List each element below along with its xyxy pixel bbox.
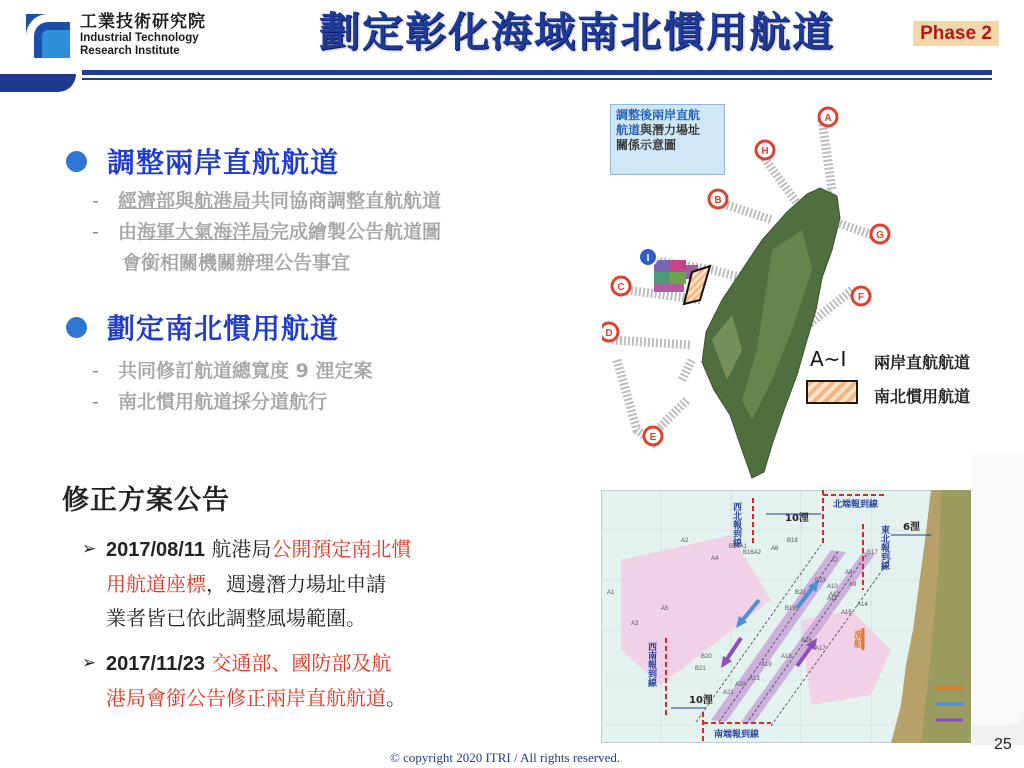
nautical-chart — [601, 490, 971, 743]
announcement-item: ➢ 2017/08/11 航港局公開預定南北慣 用航道座標，週邊潛力場址申請 業者皆已依此調整風場範圍。 — [82, 532, 562, 635]
svg-text:D: D — [605, 328, 613, 339]
org-name-en-line2: Research Institute — [80, 45, 180, 57]
svg-text:B21: B21 — [695, 666, 706, 672]
svg-text:A16: A16 — [801, 638, 812, 644]
svg-text:B17: B17 — [867, 550, 878, 556]
page-title: 劃定彰化海域南北慣用航道 — [319, 8, 835, 56]
svg-text:A10: A10 — [827, 584, 838, 590]
svg-text:B22: B22 — [795, 590, 806, 596]
legend-lane-swatch — [806, 380, 858, 404]
list-item: - 南北慣用航道採分道航行 — [92, 391, 328, 413]
route-marker-c — [612, 277, 630, 295]
announcement-date: 2017/11/23 — [106, 653, 205, 675]
bullet-dot-icon — [66, 317, 87, 338]
svg-text:B19: B19 — [785, 606, 796, 612]
legend-direct-route-text: 兩岸直航航道 — [874, 353, 971, 372]
svg-text:A12: A12 — [829, 592, 840, 598]
header-divider-thin — [82, 78, 992, 80]
section-define-ns-lane — [66, 310, 372, 418]
svg-text:A19: A19 — [761, 662, 772, 668]
svg-text:B16A2: B16A2 — [743, 550, 762, 556]
label-south: 南端報到線 — [714, 730, 760, 740]
svg-text:B16A1: B16A1 — [729, 544, 748, 550]
svg-text:A2: A2 — [681, 538, 689, 544]
org-name — [80, 12, 270, 58]
map-caption-box: 調整後兩岸直航 航道與潛力場址 關係示意圖 — [610, 104, 725, 175]
svg-text:A6: A6 — [771, 546, 779, 552]
bullet-dot-icon — [66, 151, 87, 172]
header-divider — [82, 70, 992, 75]
org-name-en-line1: Industrial Technology — [80, 32, 199, 44]
section-adjust-direct-route — [66, 144, 441, 279]
legend-ns-lane-text: 南北慣用航道 — [874, 387, 971, 406]
svg-text:A3: A3 — [631, 621, 639, 627]
label-west-south: 西南報到線 — [646, 642, 656, 687]
svg-text:C: C — [617, 282, 625, 293]
svg-text:E: E — [649, 432, 657, 443]
svg-text:I: I — [646, 253, 650, 264]
arrow-bullet-icon: ➢ — [82, 653, 97, 673]
svg-text:B: B — [714, 195, 722, 206]
svg-text:A1: A1 — [607, 590, 615, 596]
route-marker-d — [602, 323, 618, 341]
label-fishing-boats: 漁船 — [852, 630, 862, 648]
route-marker-b — [709, 190, 727, 208]
svg-text:A5: A5 — [661, 606, 669, 612]
svg-text:A4: A4 — [711, 556, 719, 562]
label-north: 北端報到線 — [833, 500, 879, 510]
route-marker-h — [756, 141, 774, 159]
svg-text:B20: B20 — [701, 654, 712, 660]
itri-logo-icon — [26, 14, 70, 58]
section-title: 劃定南北慣用航道 — [107, 312, 340, 345]
svg-text:H: H — [761, 146, 769, 157]
route-marker-f — [852, 287, 870, 305]
legend-route-label: A~I — [810, 347, 847, 371]
distance-label: 10浬 — [689, 695, 713, 706]
route-marker-a — [819, 108, 837, 126]
svg-text:A21: A21 — [723, 690, 734, 696]
svg-text:A20: A20 — [735, 682, 746, 688]
header-corner-decoration — [0, 74, 76, 92]
label-east-north: 東北報到線 — [879, 525, 889, 570]
announcement-title: 修正方案公告 — [62, 485, 230, 516]
page-number: 25 — [994, 736, 1012, 753]
svg-text:A8: A8 — [845, 570, 853, 576]
svg-text:A9: A9 — [849, 582, 857, 588]
list-item-continuation: 會銜相關機關辦理公告事宜 — [122, 252, 351, 274]
distance-label: 10浬 — [785, 513, 809, 524]
list-item: - 共同修訂航道總寬度 9 浬定案 — [92, 360, 373, 382]
copyright: © copyright 2020 ITRI / All rights reserved. — [390, 750, 621, 765]
svg-text:A17: A17 — [815, 646, 826, 652]
list-item: - 由海軍大氣海洋局完成繪製公告航道圖 — [92, 221, 442, 243]
svg-text:B18: B18 — [787, 538, 798, 544]
svg-text:F: F — [857, 292, 865, 303]
route-marker-e — [644, 427, 662, 445]
announcement-date: 2017/08/11 — [106, 539, 205, 561]
svg-text:G: G — [876, 230, 884, 241]
svg-text:B23: B23 — [815, 578, 826, 584]
phase-badge: Phase 2 — [913, 21, 999, 46]
svg-text:A15: A15 — [841, 610, 852, 616]
svg-text:A11: A11 — [827, 596, 838, 602]
svg-text:A18: A18 — [781, 654, 792, 660]
svg-text:A: A — [824, 113, 832, 124]
svg-text:A7: A7 — [831, 558, 839, 564]
route-marker-i — [639, 248, 657, 266]
corner-decoration — [972, 455, 1024, 745]
section-title: 調整兩岸直航航道 — [107, 146, 340, 179]
label-west-north: 西北報到線 — [731, 502, 741, 547]
arrow-bullet-icon: ➢ — [82, 539, 97, 559]
distance-label: 6浬 — [903, 522, 920, 533]
announcement-item: ➢ 2017/11/23 交通部、國防部及航 港局會銜公告修正兩岸直航航道。 — [82, 646, 562, 715]
svg-text:A13: A13 — [749, 676, 760, 682]
route-marker-g — [871, 225, 889, 243]
org-name-zh: 工業技術研究院 — [80, 12, 206, 32]
list-item: - 經濟部與航港局共同協商調整直航航道 — [92, 190, 442, 212]
svg-text:A14: A14 — [857, 602, 868, 608]
